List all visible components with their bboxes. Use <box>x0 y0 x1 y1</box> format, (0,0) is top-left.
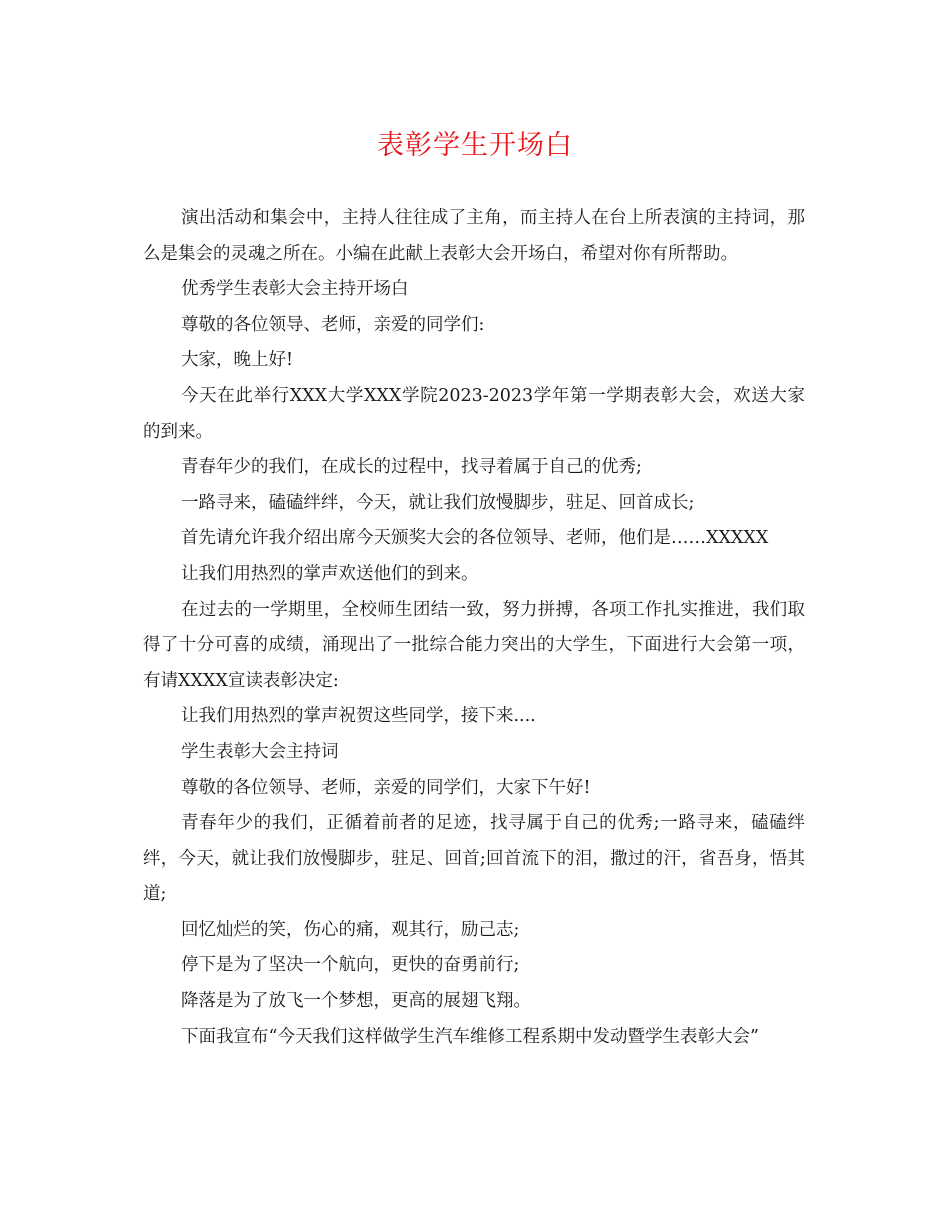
document-title: 表彰学生开场白 <box>377 130 573 161</box>
body-paragraph: 让我们用热烈的掌声祝贺这些同学，接下来.... <box>181 706 536 727</box>
body-paragraph: 一路寻来，磕磕绊绊，今天，就让我们放慢脚步，驻足、回首成长; <box>181 492 695 513</box>
body-paragraph: 学生表彰大会主持词 <box>181 741 339 762</box>
body-paragraph: 优秀学生表彰大会主持开场白 <box>181 279 409 300</box>
body-paragraph: 演出活动和集会中，主持人往往成了主角，而主持人在台上所表演的主持词，那么是集会的灵魂之所在。小编在此献上表彰大会开场白，希望对你有所帮助。 <box>143 208 805 264</box>
body-paragraph: 首先请允许我介绍出席今天颁奖大会的各位领导、老师，他们是……XXXXX <box>181 528 769 549</box>
body-paragraph: 下面我宣布“今天我们这样做学生汽车维修工程系期中发动暨学生表彰大会” <box>181 1026 759 1047</box>
body-paragraph: 青春年少的我们，在成长的过程中，找寻着属于自己的优秀; <box>181 457 642 478</box>
body-paragraph: 今天在此举行XXX大学XXX学院2023-2023学年第一学期表彰大会，欢送大家的到来。 <box>143 385 805 442</box>
body-paragraph: 大家，晚上好! <box>181 350 294 371</box>
body-paragraph: 在过去的一学期里，全校师生团结一致，努力拼搏，各项工作扎实推进，我们取得了十分可喜的成绩，涌现出了一批综合能力突出的大学生，下面进行大会第一项，有请XXXX宣读表彰决定: <box>143 599 805 691</box>
body-paragraph: 让我们用热烈的掌声欢送他们的到来。 <box>181 563 479 584</box>
body-paragraph: 回忆灿烂的笑，伤心的痛，观其行，励己志; <box>181 919 520 940</box>
document-body <box>143 201 805 1055</box>
body-paragraph: 青春年少的我们，正循着前者的足迹，找寻属于自己的优秀;一路寻来，磕磕绊绊，今天，就让我们放慢脚步，驻足、回首;回首流下的泪，撒过的汗，省吾身，悟其道; <box>143 813 805 905</box>
body-paragraph: 尊敬的各位领导、老师，亲爱的同学们，大家下午好! <box>181 777 591 798</box>
body-paragraph: 降落是为了放飞一个梦想，更高的展翅飞翔。 <box>181 991 531 1012</box>
body-paragraph: 尊敬的各位领导、老师，亲爱的同学们: <box>181 314 485 335</box>
body-paragraph: 停下是为了坚决一个航向，更快的奋勇前行; <box>181 955 520 976</box>
